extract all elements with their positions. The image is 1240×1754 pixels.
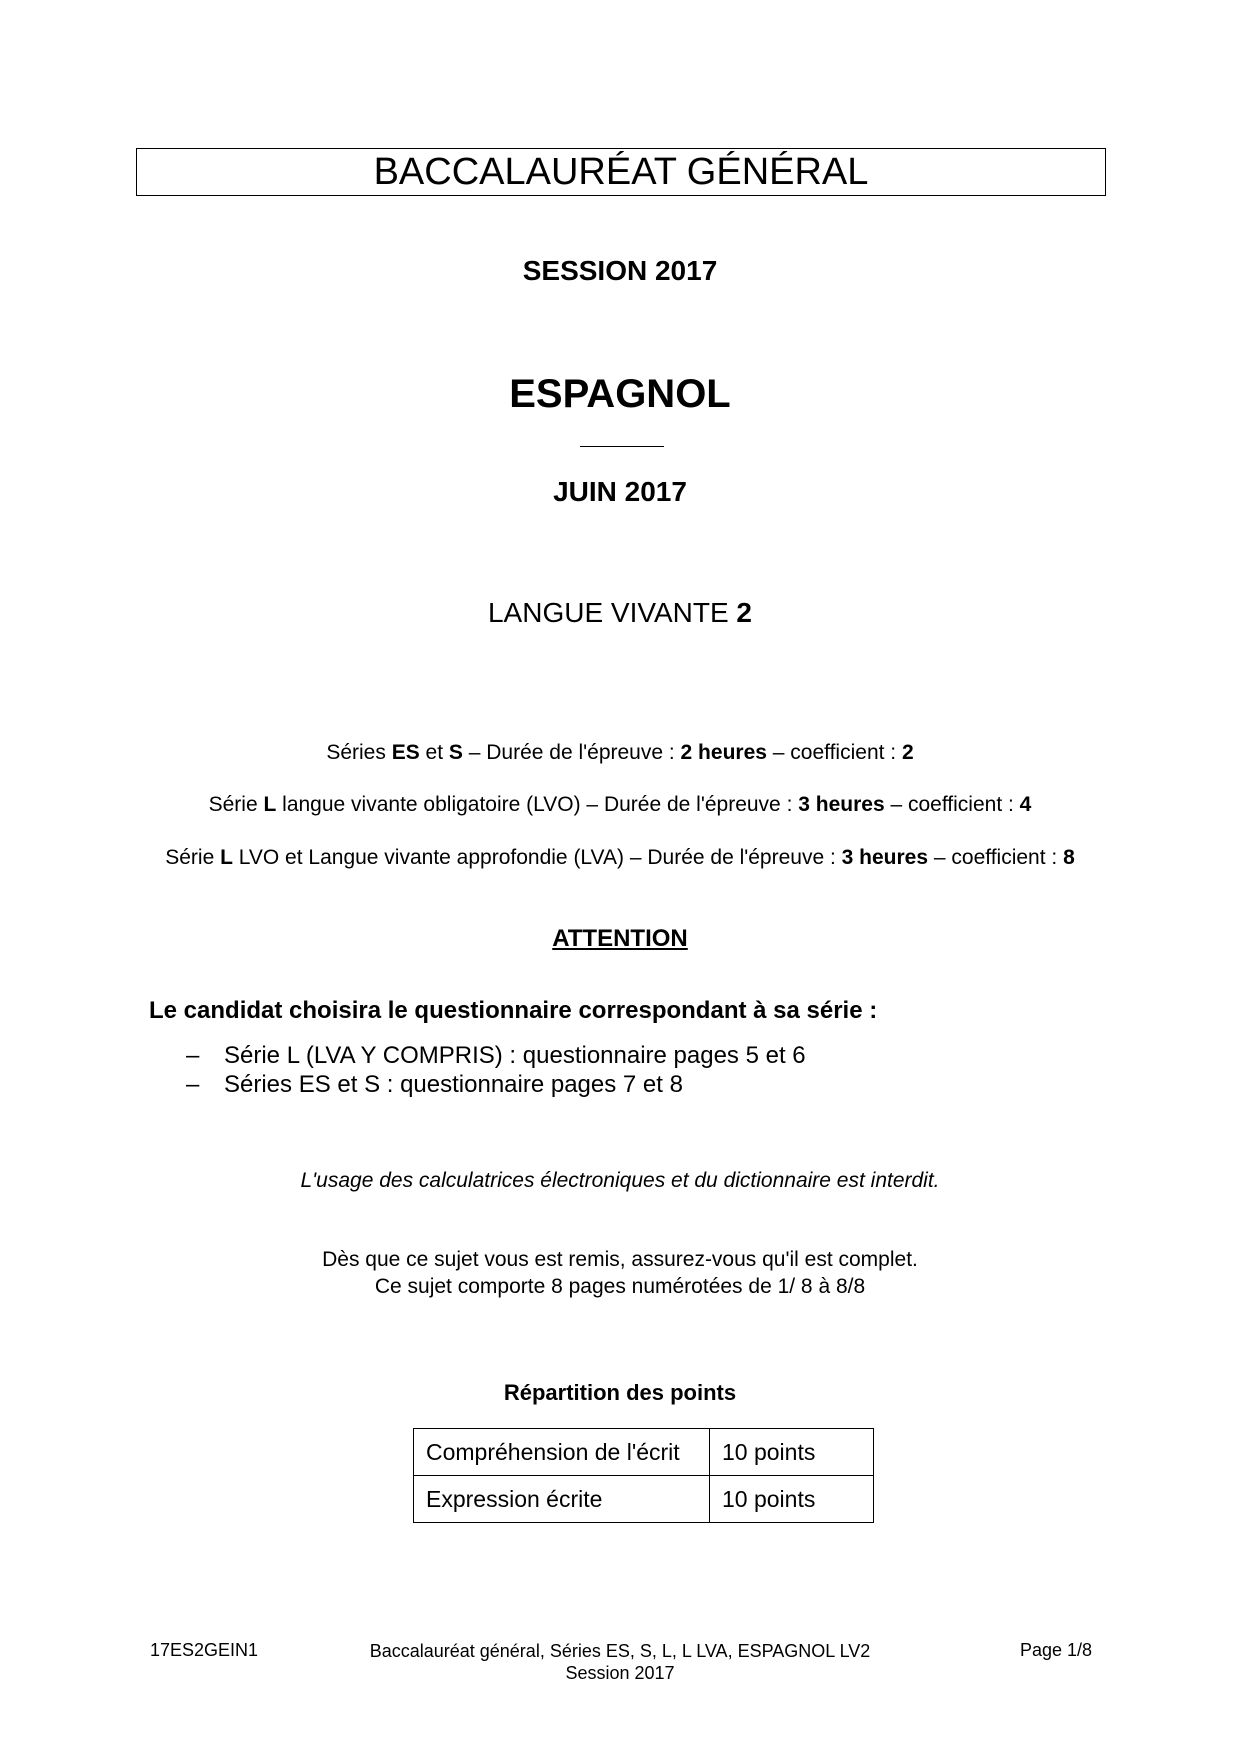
text: – Durée de l'épreuve : — [462, 741, 681, 764]
table-cell-label: Compréhension de l'écrit — [414, 1429, 710, 1476]
text: – coefficient : — [766, 741, 902, 764]
points-table — [413, 1428, 874, 1523]
table-row — [414, 1476, 874, 1523]
coefficient: 4 — [1019, 793, 1032, 816]
series-line-es-s — [0, 741, 1240, 765]
list-item-text: Série L (LVA Y COMPRIS) : questionnaire pages 5 et 6 — [224, 1042, 806, 1069]
duration: 2 heures — [680, 741, 767, 764]
footer-description-line: Baccalauréat général, Séries ES, S, L, L LVA, ESPAGNOL LV2 — [369, 1641, 871, 1661]
list-item — [186, 1071, 683, 1099]
duration: 3 heures — [798, 793, 885, 816]
completeness-notice: Dès que ce sujet vous est remis, assurez-vous qu'il est complet. — [322, 1248, 918, 1271]
divider-rule — [580, 446, 664, 447]
series-line-l-lvo — [0, 793, 1240, 817]
exam-month: JUIN 2017 — [553, 476, 687, 507]
coefficient: 8 — [1063, 846, 1075, 869]
calculator-notice: L'usage des calculatrices électroniques et du dictionnaire est interdit. — [300, 1169, 940, 1192]
table-row — [414, 1429, 874, 1476]
text: Séries — [326, 741, 392, 764]
subject-heading: ESPAGNOL — [509, 372, 731, 416]
text: Série — [208, 793, 264, 816]
text: langue vivante obligatoire (LVO) – Durée de l'épreuve : — [276, 793, 799, 816]
dash-bullet: – — [186, 1042, 200, 1069]
series-line-l-lva — [0, 846, 1240, 870]
footer-code: 17ES2GEIN1 — [150, 1640, 259, 1660]
series-l: L — [220, 846, 233, 869]
language-level-prefix: LANGUE VIVANTE — [487, 597, 737, 628]
session-heading: SESSION 2017 — [522, 255, 718, 286]
attention-heading: ATTENTION — [552, 925, 688, 952]
series-s: S — [448, 741, 463, 764]
exam-title: BACCALAURÉAT GÉNÉRAL — [136, 148, 1106, 196]
footer-description — [300, 1640, 940, 1684]
text: LVO et Langue vivante approfondie (LVA) – Durée de l'épreuve : — [232, 846, 842, 869]
points-title: Répartition des points — [503, 1380, 737, 1405]
language-level — [0, 597, 1240, 629]
list-item-text: Séries ES et S : questionnaire pages 7 et 8 — [224, 1071, 683, 1098]
text: – coefficient : — [884, 793, 1020, 816]
coefficient: 2 — [901, 741, 914, 764]
text: – coefficient : — [928, 846, 1064, 869]
dash-bullet: – — [186, 1071, 200, 1098]
series-l: L — [263, 793, 277, 816]
table-cell-label: Expression écrite — [414, 1476, 710, 1523]
footer-session: Session 2017 — [565, 1663, 675, 1683]
text: Série — [165, 846, 221, 869]
footer-page-number: Page 1/8 — [1020, 1640, 1093, 1660]
series-es: ES — [391, 741, 420, 764]
list-item — [186, 1042, 806, 1070]
questionnaire-instruction: Le candidat choisira le questionnaire correspondant à sa série : — [149, 997, 878, 1024]
page-count-notice: Ce sujet comporte 8 pages numérotées de 1/ 8 à 8/8 — [374, 1275, 866, 1298]
text: et — [419, 741, 449, 764]
duration: 3 heures — [841, 846, 929, 869]
table-cell-value: 10 points — [710, 1429, 874, 1476]
table-cell-value: 10 points — [710, 1476, 874, 1523]
language-level-number: 2 — [736, 597, 752, 628]
